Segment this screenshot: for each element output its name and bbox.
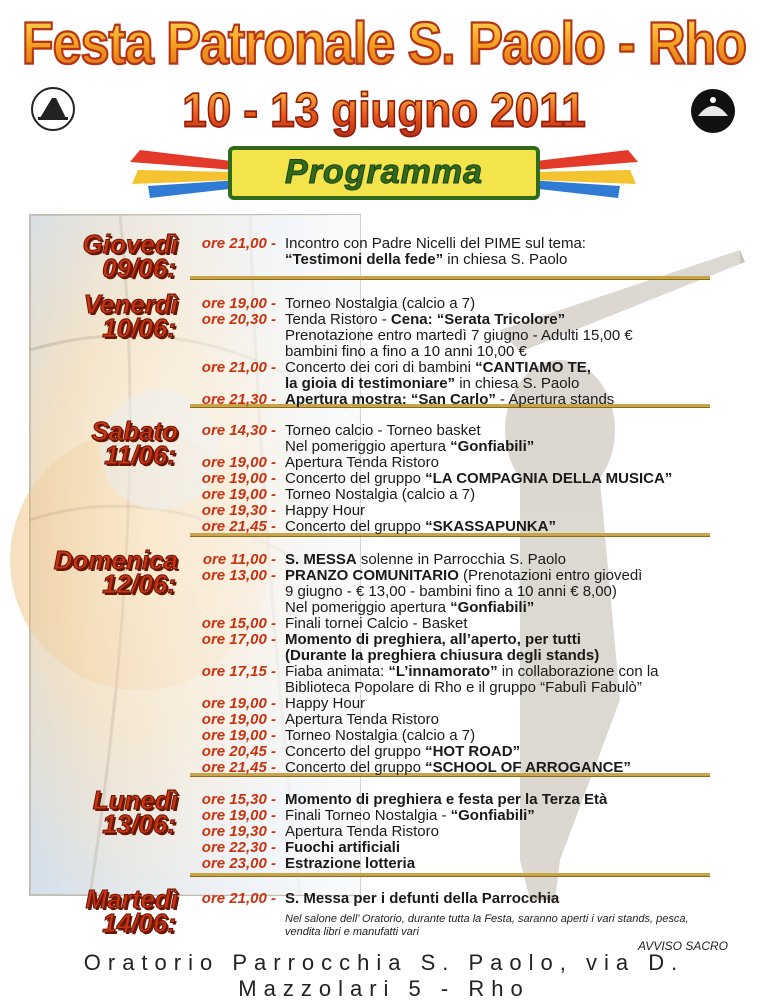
day-date: 12/06: — [102, 569, 176, 599]
parish-logo-icon — [30, 86, 76, 132]
event-text: Tenda Ristoro - Cena: “Serata Tricolore” — [285, 311, 566, 328]
event-text: Concerto del gruppo “SCHOOL OF ARROGANCE” — [285, 759, 631, 776]
event-text: Biblioteca Popolare di Rho e il gruppo “Fabulì Fabulò” — [285, 679, 642, 696]
event-time: ore 19,00 - — [201, 695, 276, 712]
event-text: Apertura Tenda Ristoro — [285, 454, 439, 471]
day-name: Lunedì — [92, 785, 178, 815]
day-separator — [190, 276, 710, 279]
event-time: ore 19,00 - — [201, 454, 276, 471]
event-time: ore 21,45 - — [201, 759, 276, 776]
event-time: ore 20,45 - — [201, 743, 276, 760]
day-date: 09/06: — [102, 253, 176, 283]
event-text: Apertura mostra: “San Carlo” - Apertura stands — [285, 391, 615, 408]
day-name: Domenica — [53, 545, 178, 575]
event-text: Fiaba animata: “L’innamorato” in collaborazione con la — [285, 663, 659, 680]
event-text: Prenotazione entro martedì 7 giugno - Adulti 15,00 € — [285, 327, 633, 344]
event-text: Finali Torneo Nostalgia - “Gonfiabili” — [285, 807, 535, 824]
event-text: Torneo Nostalgia (calcio a 7) — [285, 486, 476, 503]
day-separator — [190, 873, 710, 876]
oratorio-logo-icon — [688, 86, 738, 136]
event-text: Momento di preghiera, all’aperto, per tutti — [285, 631, 581, 648]
event-time: ore 20,30 - — [201, 311, 276, 328]
event-time: ore 14,30 - — [201, 422, 276, 439]
event-time: ore 19,00 - — [201, 727, 276, 744]
event-time: ore 21,00 - — [201, 235, 276, 252]
event-time: ore 15,30 - — [201, 791, 276, 808]
event-text: Finali tornei Calcio - Basket — [285, 615, 468, 632]
event-text: bambini fino a fino a 10 anni 10,00 € — [285, 343, 527, 360]
event-text: (Durante la preghiera chiusura degli stands) — [285, 647, 600, 664]
event-text: Concerto del gruppo “LA COMPAGNIA DELLA MUSICA” — [285, 470, 673, 487]
day-date: 10/06: — [102, 313, 176, 343]
event-time: ore 17,00 - — [201, 631, 276, 648]
programma-label: Programma — [285, 153, 483, 191]
event-text: Nel pomeriggio apertura “Gonfiabili” — [285, 599, 535, 616]
event-time: ore 19,00 - — [201, 711, 276, 728]
event-text: Nel pomeriggio apertura “Gonfiabili” — [285, 438, 535, 455]
event-text: S. Messa per i defunti della Parrocchia — [285, 890, 560, 907]
avviso-sacro: AVVISO SACRO — [637, 939, 728, 953]
event-text: Concerto del gruppo “HOT ROAD” — [285, 743, 521, 760]
event-time: ore 13,00 - — [201, 567, 276, 584]
event-time: ore 19,00 - — [201, 807, 276, 824]
event-time: ore 23,00 - — [201, 855, 276, 872]
event-text: Incontro con Padre Nicelli del PIME sul tema: — [285, 235, 586, 252]
event-text: “Testimoni della fede” in chiesa S. Paolo — [285, 251, 568, 268]
event-text: Estrazione lotteria — [285, 855, 416, 872]
event-time: ore 19,00 - — [201, 470, 276, 487]
event-time: ore 19,30 - — [201, 823, 276, 840]
event-text: Concerto del gruppo “SKASSAPUNKA” — [285, 518, 556, 535]
event-time: ore 22,30 - — [201, 839, 276, 856]
event-text: Happy Hour — [285, 695, 366, 712]
event-text: Apertura Tenda Ristoro — [285, 823, 439, 840]
event-text: Momento di preghiera e festa per la Terza Età — [285, 791, 608, 808]
event-time: ore 11,00 - — [202, 551, 276, 568]
footer-address: Oratorio Parrocchia S. Paolo, via D. Mazzolari 5 - Rho — [83, 950, 685, 1001]
festival-title: Festa Patronale S. Paolo - Rho — [0, 10, 768, 79]
event-text: Happy Hour — [285, 502, 366, 519]
event-text: Torneo Nostalgia (calcio a 7) — [285, 727, 476, 744]
event-time: ore 15,00 - — [201, 615, 276, 632]
event-time: ore 21,00 - — [201, 359, 276, 376]
festival-dates: 10 - 13 giugno 2011 — [0, 84, 768, 139]
event-text: 9 giugno - € 13,00 - bambini fino a 10 anni € 8,00) — [285, 583, 617, 600]
event-time: ore 19,30 - — [201, 502, 276, 519]
event-text: S. MESSA solenne in Parrocchia S. Paolo — [285, 551, 566, 568]
event-time: ore 21,00 - — [201, 890, 276, 907]
day-name: Sabato — [91, 416, 178, 446]
day-name: Venerdì — [83, 289, 178, 319]
event-text: PRANZO COMUNITARIO (Prenotazioni entro giovedì — [285, 567, 643, 584]
event-time: ore 21,30 - — [201, 391, 276, 408]
event-time: ore 19,00 - — [201, 486, 276, 503]
day-name: Martedì — [85, 884, 178, 914]
event-text: Apertura Tenda Ristoro — [285, 711, 439, 728]
event-text: la gioia di testimoniare” in chiesa S. Paolo — [285, 375, 580, 392]
event-text: Fuochi artificiali — [285, 839, 401, 856]
event-text: Torneo Nostalgia (calcio a 7) — [285, 295, 476, 312]
event-time: ore 17,15 - — [201, 663, 276, 680]
day-date: 11/06: — [104, 440, 176, 470]
day-name: Giovedì — [82, 229, 178, 259]
event-time: ore 21,45 - — [201, 518, 276, 535]
event-text: Torneo calcio - Torneo basket — [285, 422, 481, 439]
event-text: Concerto dei cori di bambini “CANTIAMO TE, — [285, 359, 591, 376]
day-date: 13/06: — [102, 809, 176, 839]
day-date: 14/06: — [102, 908, 176, 938]
event-time: ore 19,00 - — [201, 295, 276, 312]
stands-note: Nel salone dell’ Oratorio, durante tutta la Festa, saranno aperti i vari stands, pesca, vendita libri e manufatti vari — [285, 913, 689, 938]
